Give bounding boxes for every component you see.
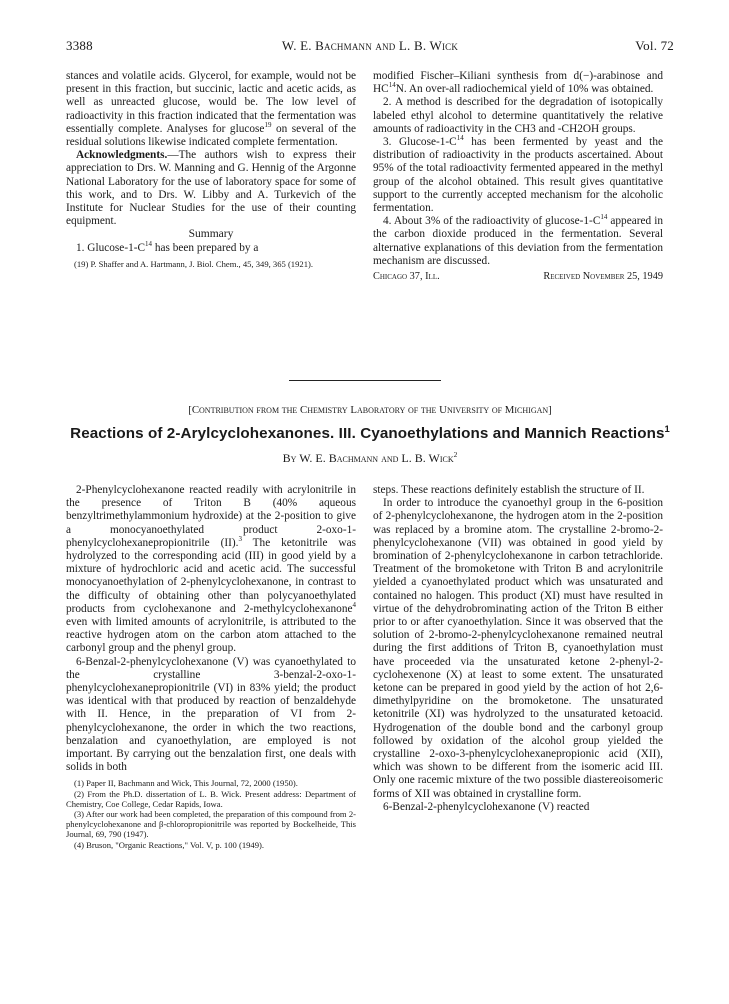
paragraph: In order to introduce the cyanoethyl group in the 6-position of 2-phenylcyclohexanone, the hydrogen atom in the 2-position was replaced by a bromine atom. The crystalline 2-bromo-2-phenylcyclohexanone (VII) was obtained in good yield by bromination of 2-phenylcyclohexanone in carbon tetrachloride. Treatment of the bromoketone with Triton B and acrylonitrile yielded a cyanoethylated product which was unsaturated and contained no halogen. This product (XI) must have resulted in virtue of the dehydrobrominating action of the Triton B either prior to or after cyanoethylation. Since it was observed that the solution of 2-bromo-2-phenylcyclohexanone remained neutral during the first additions of Triton B, cyanoethylation must have proceeded via the unsaturated ketone 2-phenyl-2-cyclohexenone (X) at least to some extent. The unsaturated ketone can be prepared in good yield by the action of hot 2,6-dimethylpyridine on the bromoketone. The unsaturated ketonitrile (XI) was hydrolyzed to the unsaturated ketoacid. Hydrogenation of the double bond and the carbonyl group followed by oxidation of the alcohol group yielded the crystalline 2-oxo-3-phenylcyclohexanepropionic acid (XII), which was shown to be different from the isomeric acid III. Only one racemic mixture of the two possible diastereoisomeric forms of XII was obtained in crystalline form. (373, 497, 663, 800)
page-number: 3388 (66, 38, 93, 53)
contribution-line: [Contribution from the Chemistry Laboratory of the University of Michigan] (188, 404, 552, 416)
acknowledgments-paragraph: Acknowledgments.—The authors wish to express their appreciation to Drs. W. Manning and G. Hennig of the Argonne National Laboratory for the use of laboratory space for some of this work, and to Drs. W. Libby and A. Turkevich of the Institute for Nuclear Studies for the use of their counting equipment. (66, 149, 356, 228)
footnote-3: (3) After our work had been completed, the preparation of this compound from 2-phenylcyclohexanone and β-chloropropionitrile was reported by Bockelheide, This Journal, 69, 790 (1947). (66, 809, 356, 840)
footnote-19: (19) P. Shaffer and A. Hartmann, J. Biol. Chem., 45, 349, 365 (1921). (74, 258, 314, 269)
column-bottom-right (373, 484, 663, 814)
byline: By W. E. Bachmann and L. B. Wick$^2$ (282, 450, 458, 465)
running-head (66, 38, 674, 54)
paragraph: steps. These reactions definitely establish the structure of II. (373, 484, 645, 496)
column-top-right (373, 70, 663, 283)
paragraph: modified Fischer–Kiliani synthesis from d(−)-arabinose and HC$^{14}$N. An over-all radiochemical yield of 10% was obtained. (373, 70, 663, 96)
article-title: Reactions of 2-Arylcyclohexanones. III. Cyanoethylations and Mannich Reactions$^1$ (70, 422, 670, 442)
paragraph: stances and volatile acids. Glycerol, for example, would not be present in this fraction, but succinic, lactic and acetic acids, as well as unreacted glucose, would be. The low level of radioactivity in this fraction indicated that the fermentation was essentially complete. Analyses for glucose$^{19}$ on several of the residual solutions likewise indicated complete fermentation. (66, 70, 357, 149)
acknowledgments-label: Acknowledgments. (76, 149, 168, 162)
received-line (373, 270, 663, 283)
column-bottom-left (66, 484, 356, 850)
paragraph: 2-Phenylcyclohexanone reacted readily with acrylonitrile in the presence of Triton B (40% aqueous benzyltrimethylammonium hydroxide) at the 2-position to give a monocyanoethylated product 2-oxo-1-phenylcyclohexanepropionitrile (II).$^3$ The ketonitrile was hydrolyzed to the corresponding acid (III) in good yield by a mixture of hydrochloric acid and acetic acid. The successful monocyanoethylation of 2-phenylcyclohexanone, in contrast to the difficulty of obtaining other than polycyanoethylated products from cyclohexanone and 2-methylcyclohexanone$^4$ even with limited amounts of acrylonitrile, is attributed to the reactive hydrogen atom on the carbon atom attached to the carbonyl group and the phenyl group. (66, 484, 356, 655)
paragraph: 6-Benzal-2-phenylcyclohexanone (V) reacted (383, 800, 590, 813)
summary-item-4: 4. About 3% of the radioactivity of glucose-$1-C^{14}$ appeared in the carbon dioxide produced in the fermentation. Several alternative explanations of this deviation from the fermentation mechanism are discussed. (373, 213, 663, 267)
received-date: Received November 25, 1949 (543, 271, 663, 283)
paragraph: 6-Benzal-2-phenylcyclohexanone (V) was cyanoethylated to the crystalline 3-benzal-2-oxo-1-phenylcyclohexanepropionitrile (VI) in 83% yield; the product was identical with that produced by reaction of benzaldehyde with II. Hence, in the preparation of VI from 2-phenylcyclohexanone, the order in which the two reactions, benzalation and cyanoethylation, are employed is not important. By carrying out the benzalation first, one deals with solids in both (66, 655, 356, 774)
section-divider (289, 380, 441, 381)
summary-heading: Summary (188, 228, 234, 241)
column-top-left (66, 70, 356, 269)
city-label: Chicago 37, Ill. (373, 271, 440, 283)
footnote-2: (2) From the Ph.D. dissertation of L. B. Wick. Present address: Department of Chemistry, Coe College, Cedar Rapids, Iowa. (66, 788, 356, 809)
volume-label: Vol. 72 (635, 38, 674, 53)
footnote-1: (1) Paper II, Bachmann and Wick, This Journal, 72, 2000 (1950). (74, 778, 298, 789)
summary-item-1: 1. Glucose-$1-C^{14}$ has been prepared by a (76, 239, 259, 254)
footnote-4: (4) Bruson, "Organic Reactions," Vol. V, p. 100 (1949). (74, 839, 265, 850)
summary-item-3: 3. Glucose-$1-C^{14}$ has been fermented by yeast and the distribution of radioactivity in the products ascertained. About 95% of the total radioactivity fermented appeared in the methyl group of the alcohol obtained. This result gives quantitative support to the currently accepted mechanism for the alcoholic fermentation. (373, 134, 663, 215)
running-head-authors: W. E. Bachmann and L. B. Wick (281, 38, 459, 53)
summary-item-2: 2. A method is described for the degradation of isotopically labeled ethyl alcohol to determine quantitatively the relative amounts of radioactivity in the CH3 and -CH2OH groups. (373, 96, 663, 135)
